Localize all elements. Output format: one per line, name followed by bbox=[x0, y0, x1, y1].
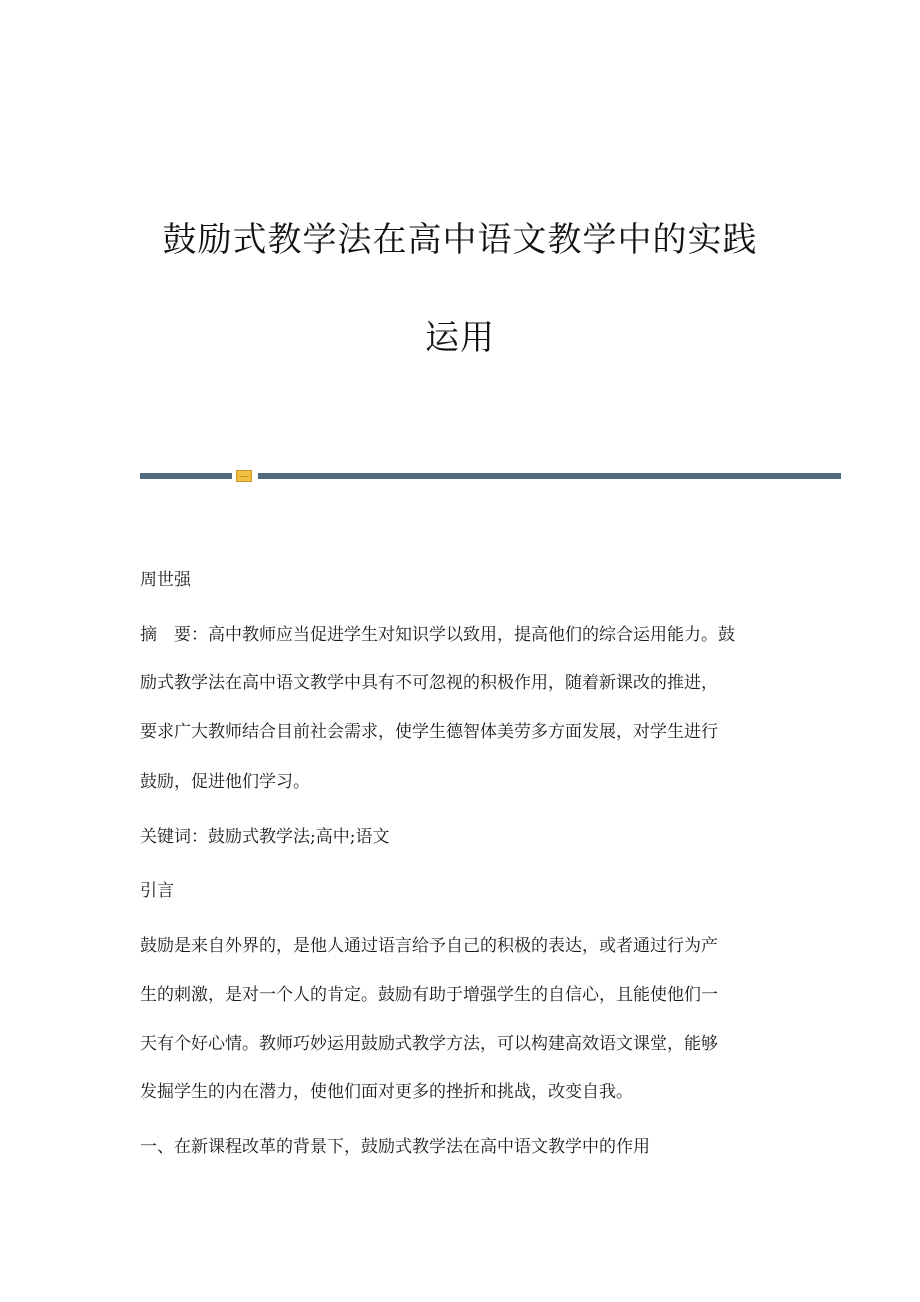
author-name: 周世强 bbox=[140, 570, 191, 590]
intro-heading: 引言 bbox=[140, 881, 174, 901]
keywords: 关键词：鼓励式教学法;高中;语文 bbox=[140, 827, 390, 847]
intro-line-2: 生的刺激，是对一个人的肯定。鼓励有助于增强学生的自信心，且能使他们一 bbox=[140, 985, 718, 1005]
title-divider bbox=[140, 470, 841, 480]
divider-envelope-icon bbox=[236, 470, 252, 482]
document-title-line-1: 鼓励式教学法在高中语文教学中的实践 bbox=[162, 220, 758, 260]
section-1-heading: 一、在新课程改革的背景下，鼓励式教学法在高中语文教学中的作用 bbox=[140, 1137, 650, 1157]
divider-bar-right bbox=[258, 473, 841, 479]
abstract-line-1: 摘 要：高中教师应当促进学生对知识学以致用，提高他们的综合运用能力。鼓 bbox=[140, 625, 735, 645]
abstract-line-4: 鼓励，促进他们学习。 bbox=[140, 772, 310, 792]
abstract-line-2: 励式教学法在高中语文教学中具有不可忽视的积极作用，随着新课改的推进， bbox=[140, 673, 718, 693]
document-title-line-2: 运用 bbox=[425, 318, 495, 358]
intro-line-4: 发掘学生的内在潜力，使他们面对更多的挫折和挑战，改变自我。 bbox=[140, 1082, 633, 1102]
intro-line-1: 鼓励是来自外界的，是他人通过语言给予自己的积极的表达，或者通过行为产 bbox=[140, 936, 718, 956]
divider-bar-left bbox=[140, 473, 232, 479]
abstract-line-3: 要求广大教师结合目前社会需求，使学生德智体美劳多方面发展，对学生进行 bbox=[140, 722, 718, 742]
intro-line-3: 天有个好心情。教师巧妙运用鼓励式教学方法，可以构建高效语文课堂，能够 bbox=[140, 1034, 718, 1054]
